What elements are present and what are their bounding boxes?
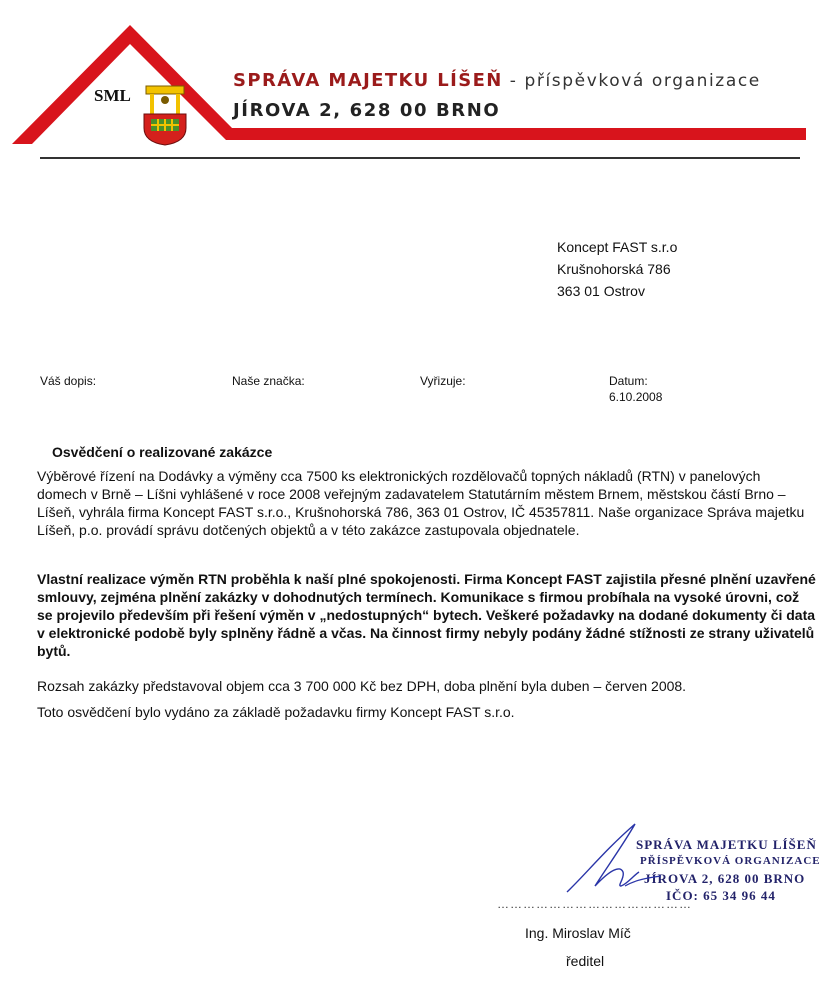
organization-name-text: SPRÁVA MAJETKU LÍŠEŇ <box>233 70 503 91</box>
date-value: 6.10.2008 <box>609 390 663 404</box>
recipient-street: Krušnohorská 786 <box>557 261 671 277</box>
recipient-company: Koncept FAST s.r.o <box>557 239 678 255</box>
paragraph-issued: Toto osvědčení bylo vydáno za základě požadavku firmy Koncept FAST s.r.o. <box>37 704 515 720</box>
date-label: Datum: <box>609 374 648 388</box>
coat-of-arms-icon <box>140 82 190 146</box>
stamp-line-3: JÍROVA 2, 628 00 BRNO <box>644 871 806 886</box>
your-letter-label: Váš dopis: <box>40 374 97 388</box>
handwritten-signature <box>565 820 665 900</box>
recipient-city: 363 01 Ostrov <box>557 283 645 299</box>
paragraph-evaluation: Vlastní realizace výměn RTN proběhla k naší plné spokojenosti. Firma Koncept FAST zajistila přesné plnění uzavřené smlouvy, zejména plnění zakázky v dohodnutých termínech. Komunikace s firmou probíhala na vysoké úrovni, což se projevilo především při řešení výměn v „nedostupných“ bytech. Veškeré požadavky na dodané dokumenty či data v elektronické podobě byly splněny řádně a včas. Na činnost firmy nebyly podány žádné stížnosti ze strany uživatelů bytů. <box>37 571 816 659</box>
organization-type: - příspěvková organizace <box>502 71 761 91</box>
recipient-address <box>557 236 677 302</box>
paragraph-scope: Rozsah zakázky představoval objem cca 3 700 000 Kč bez DPH, doba plnění byla duben – červen 2008. <box>37 678 687 694</box>
signer-name: Ing. Miroslav Míč <box>525 925 631 941</box>
signer-title: ředitel <box>566 953 605 969</box>
handled-by-label: Vyřizuje: <box>420 374 466 388</box>
stamp-line-2: PŘÍSPĚVKOVÁ ORGANIZACE <box>640 855 821 867</box>
header-divider <box>40 157 800 159</box>
signature-line: ……………………………………… <box>497 897 692 911</box>
organization-name <box>233 70 761 91</box>
stamp-line-1: SPRÁVA MAJETKU LÍŠEŇ <box>636 837 817 852</box>
logo-text: SML <box>94 86 131 105</box>
organization-address: JÍROVA 2, 628 00 BRNO <box>233 100 501 121</box>
stamp-line-4: IČO: 65 34 96 44 <box>666 888 776 903</box>
our-reference-label: Naše značka: <box>232 374 305 388</box>
letter-heading: Osvědčení o realizované zakázce <box>52 444 273 460</box>
paragraph-intro: Výběrové řízení na Dodávky a výměny cca 7500 ks elektronických rozdělovačů topných nákladů (RTN) v panelových domech v Brně – Líšni vyhlášené v roce 2008 veřejným zadavatelem Statutárním městem Brnem, městskou částí Brno – Líšeň, vyhrála firma Koncept FAST s.r.o., Krušnohorská 786, 363 01 Ostrov, IČ 45357811. Naše organizace Správa majetku Líšeň, p.o. provádí správu dotčených objektů a v této zakázce zastupovala objednatele. <box>37 468 805 538</box>
